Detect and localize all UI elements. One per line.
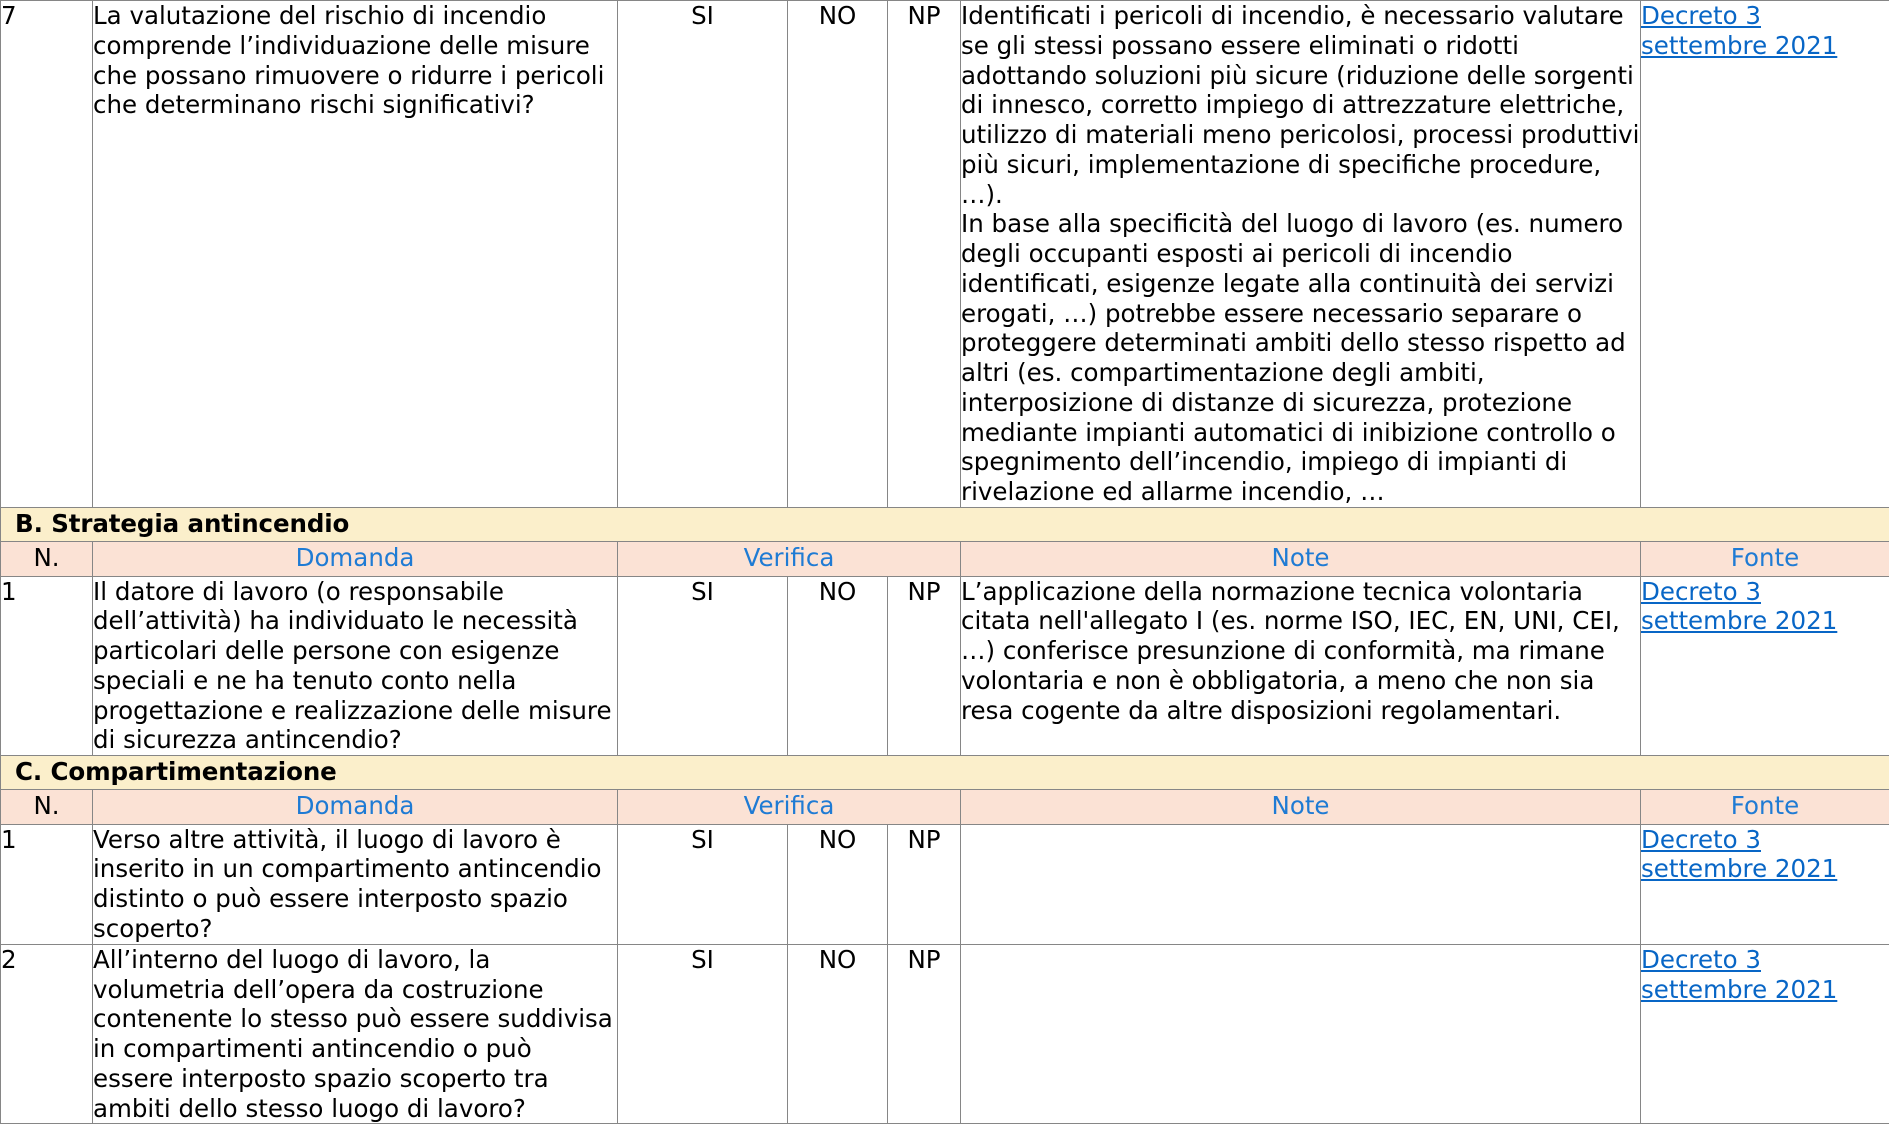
table-row (1, 944, 1889, 1124)
verifica-no[interactable]: NO (788, 1, 888, 508)
column-header-num: N. (1, 541, 93, 576)
row-note (961, 944, 1641, 1124)
column-header-note: Note (961, 789, 1641, 824)
verifica-si[interactable]: SI (618, 944, 788, 1124)
row-source (1641, 824, 1889, 944)
column-header-num: N. (1, 789, 93, 824)
verifica-np[interactable]: NP (888, 944, 961, 1124)
note-paragraph: In base alla specificità del luogo di lavoro (es. numero degli occupanti esposti ai pericoli di incendio identificati, esigenze legate alla continuità dei servizi erogati, …) potrebbe essere necessario separare o proteggere determinati ambiti dello stesso rispetto ad altri (es. compartimentazione degli ambiti, interposizione di distanze di sicurezza, protezione mediante impianti automatici di inibizione controllo o spegnimento dell’incendio, impiego di impianti di rivelazione ed allarme incendio, … (961, 209, 1640, 507)
column-header-note: Note (961, 541, 1641, 576)
column-header-verifica: Verifica (618, 541, 961, 576)
row-note (961, 1, 1641, 508)
source-link[interactable]: Decreto 3 settembre 2021 (1641, 825, 1837, 884)
row-question: La valutazione del rischio di incendio comprende l’individuazione delle misure che possano rimuovere o ridurre i pericoli che determinano rischi significativi? (93, 1, 618, 508)
verifica-no[interactable]: NO (788, 824, 888, 944)
row-question: Il datore di lavoro (o responsabile dell’attività) ha individuato le necessità particolari delle persone con esigenze speciali e ne ha tenuto conto nella progettazione e realizzazione delle misure di sicurezza antincendio? (93, 576, 618, 756)
verifica-si[interactable]: SI (618, 1, 788, 508)
section-header-c (1, 756, 1889, 790)
column-header-fonte: Fonte (1641, 541, 1889, 576)
verifica-no[interactable]: NO (788, 576, 888, 756)
row-question: All’interno del luogo di lavoro, la volumetria dell’opera da costruzione contenente lo stesso può essere suddivisa in compartimenti antincendio o può essere interposto spazio scoperto tra ambiti dello stesso luogo di lavoro? (93, 944, 618, 1124)
column-header-verifica: Verifica (618, 789, 961, 824)
row-number: 1 (1, 824, 93, 944)
row-number: 7 (1, 1, 93, 508)
source-link[interactable]: Decreto 3 settembre 2021 (1641, 945, 1837, 1004)
table-row (1, 576, 1889, 756)
verifica-np[interactable]: NP (888, 1, 961, 508)
source-link[interactable]: Decreto 3 settembre 2021 (1641, 577, 1837, 636)
row-source (1641, 576, 1889, 756)
section-title: B. Strategia antincendio (1, 508, 1889, 542)
verifica-si[interactable]: SI (618, 576, 788, 756)
row-number: 2 (1, 944, 93, 1124)
row-question: Verso altre attività, il luogo di lavoro è inserito in un compartimento antincendio distinto o può essere interposto spazio scoperto? (93, 824, 618, 944)
row-note: L’applicazione della normazione tecnica volontaria citata nell'allegato I (es. norme ISO, IEC, EN, UNI, CEI, …) conferisce presunzione di conformità, ma rimane volontaria e non è obbligatoria, a meno che non sia resa cogente da altre disposizioni regolamentari. (961, 576, 1641, 756)
table-row (1, 1, 1889, 508)
row-source (1641, 944, 1889, 1124)
section-header-b (1, 508, 1889, 542)
column-header-row-b (1, 541, 1889, 576)
row-number: 1 (1, 576, 93, 756)
column-header-fonte: Fonte (1641, 789, 1889, 824)
column-header-row-c (1, 789, 1889, 824)
verifica-np[interactable]: NP (888, 824, 961, 944)
column-header-domanda: Domanda (93, 541, 618, 576)
section-title: C. Compartimentazione (1, 756, 1889, 790)
source-link[interactable]: Decreto 3 settembre 2021 (1641, 1, 1837, 60)
row-note (961, 824, 1641, 944)
verifica-si[interactable]: SI (618, 824, 788, 944)
column-header-domanda: Domanda (93, 789, 618, 824)
verifica-np[interactable]: NP (888, 576, 961, 756)
row-source (1641, 1, 1889, 508)
note-paragraph: Identificati i pericoli di incendio, è necessario valutare se gli stessi possano essere eliminati o ridotti adottando soluzioni più sicure (riduzione delle sorgenti di innesco, corretto impiego di attrezzature elettriche, utilizzo di materiali meno pericolosi, processi produttivi più sicuri, implementazione di specifiche procedure, …). (961, 1, 1640, 209)
verifica-no[interactable]: NO (788, 944, 888, 1124)
table-row (1, 824, 1889, 944)
